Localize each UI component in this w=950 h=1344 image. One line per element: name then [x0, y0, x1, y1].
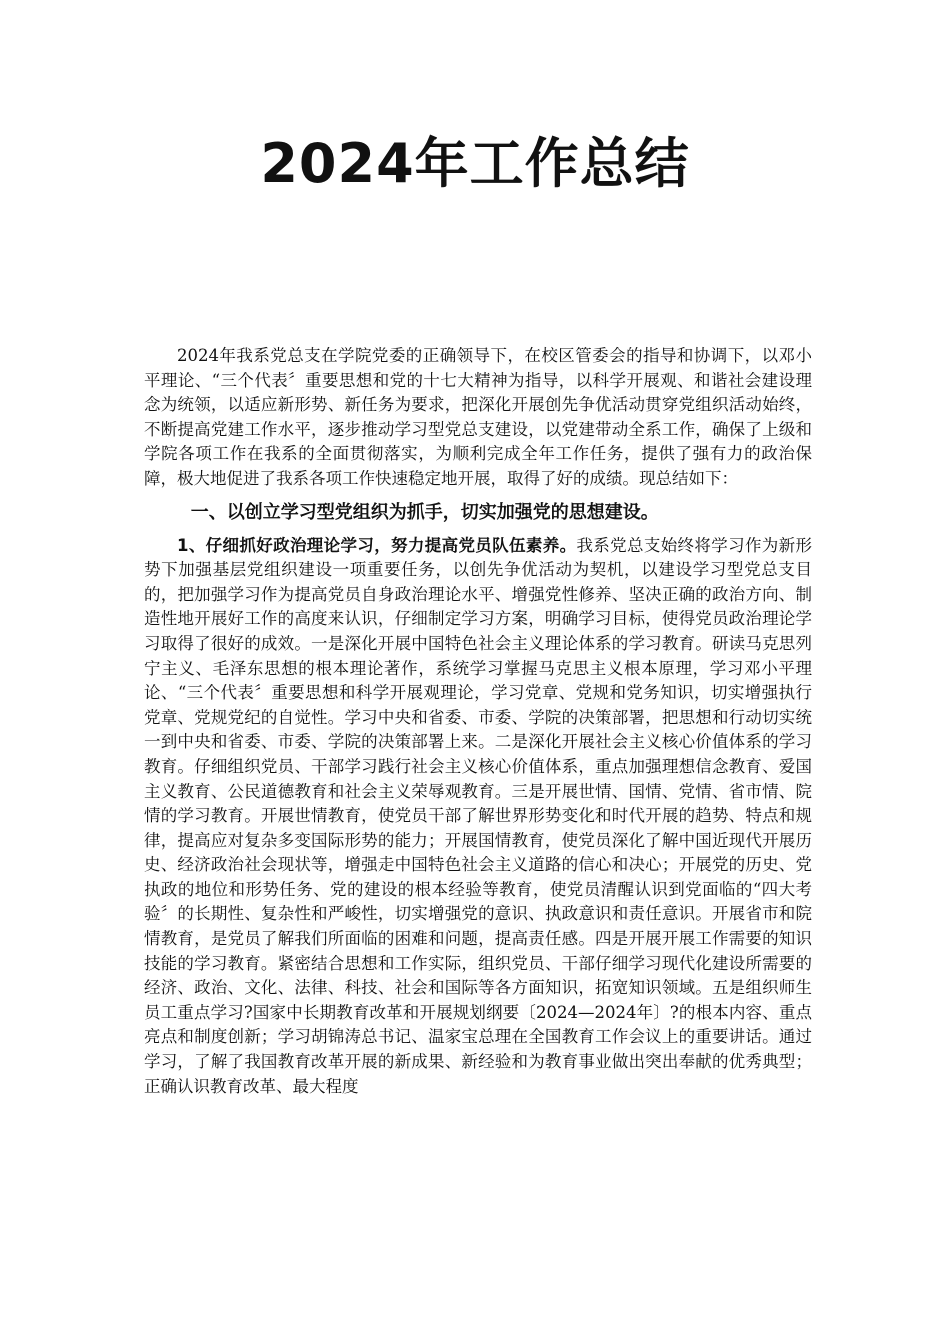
item-1-lead: 1、仔细抓好政治理论学习，努力提高党员队伍素养。	[177, 535, 577, 555]
document-title: 2024年工作总结	[260, 132, 690, 195]
document-body	[144, 344, 812, 1099]
item-1-body: 我系党总支始终将学习作为新形势下加强基层党组织建设一项重要任务，以创先争优活动为契机，以建设学习型党总支目的，把加强学习作为提高党员自身政治理论水平、增强党性修养、坚决正确的政治方向、制造性地开展好工作的高度来认识，仔细制定学习方案，明确学习目标，使得党员政治理论学习取得了很好的成效。一是深化开展中国特色社会主义理论体系的学习教育。研读马克思列宁主义、毛泽东思想的根本理论著作，系统学习掌握马克思主义根本原理，学习邓小平理论、“三个代表〞重要思想和科学开展观理论，学习党章、党规和党务知识，切实增强执行党章、党规党纪的自觉性。学习中央和省委、市委、学院的决策部署，把思想和行动切实统一到中央和省委、市委、学院的决策部署上来。二是深化开展社会主义核心价值体系的学习教育。仔细组织党员、干部学习践行社会主义核心价值体系，重点加强理想信念教育、爱国主义教育、公民道德教育和社会主义荣辱观教育。三是开展世情、国情、党情、省市情、院情的学习教育。开展世情教育，使党员干部了解世界形势变化和时代开展的趋势、特点和规律，提高应对复杂多变国际形势的能力；开展国情教育，使党员深化了解中国近现代开展历史、经济政治社会现状等，增强走中国特色社会主义道路的信心和决心；开展党的历史、党执政的地位和形势任务、党的建设的根本经验等教育，使党员清醒认识到党面临的“四大考验〞的长期性、复杂性和严峻性，切实增强党的意识、执政意识和责任意识。开展省市和院情教育，是党员了解我们所面临的困难和问题，提高责任感。四是开展开展工作需要的知识技能的学习教育。紧密结合思想和工作实际，组织党员、干部仔细学习现代化建设所需要的经济、政治、文化、法律、科技、社会和国际等各方面知识，拓宽知识领域。五是组织师生员工重点学习?国家中长期教育改革和开展规划纲要〔2024—2024年〕?的根本内容、重点亮点和制度创新；学习胡锦涛总书记、温家宝总理在全国教育工作会议上的重要讲话。通过学习，了解了我国教育改革开展的新成果、新经验和为教育事业做出突出奉献的优秀典型；正确认识教育改革、最大程度	[144, 535, 813, 1096]
section-heading-1: 一、以创立学习型党组织为抓手，切实加强党的思想建设。	[190, 501, 659, 523]
item-1-paragraph	[144, 534, 812, 1100]
intro-paragraph: 2024年我系党总支在学院党委的正确领导下，在校区管委会的指导和协调下，以邓小平理论、“三个代表〞重要思想和党的十七大精神为指导，以科学开展观、和谐社会建设理念为统领，以适应新形势、新任务为要求，把深化开展创先争优活动贯穿党组织活动始终，不断提高党建工作水平，逐步推动学习型党总支建设，以党建带动全系工作，确保了上级和学院各项工作在我系的全面贯彻落实，为顺利完成全年工作任务，提供了强有力的政治保障，极大地促进了我系各项工作快速稳定地开展，取得了好的成绩。现总结如下：	[144, 346, 812, 488]
